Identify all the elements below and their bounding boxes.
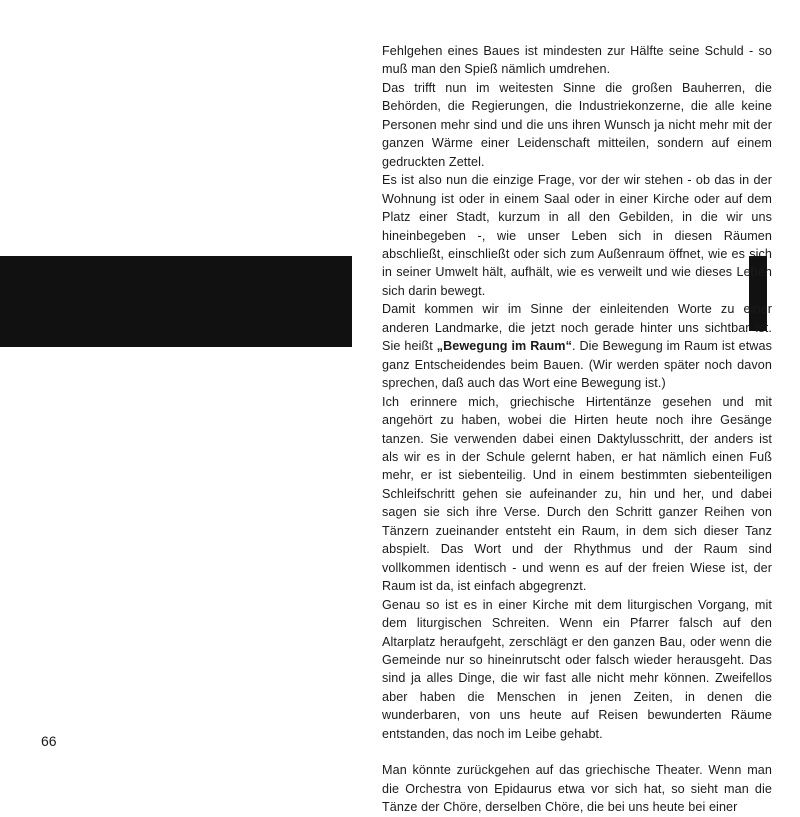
black-bar-left [0, 256, 352, 347]
paragraph-4 [382, 300, 772, 392]
paragraph-4-text-end: . Die Bewegung im Raum ist etwas ganz Entscheidendes beim Bauen. (Wir werden später noch davon sprechen, daß auch das Wort eine Bewegung ist.) [382, 339, 773, 391]
page-number: 66 [41, 733, 57, 749]
paragraph-6: Genau so ist es in einer Kirche mit dem liturgischen Vorgang, mit dem liturgischen Schreiten. Wenn ein Pfarrer falsch auf den Altarplatz heraufgeht, zerschlägt er den ganzen Bau, oder wenn die Gemeinde nur so hineinrutscht oder falsch wieder herausgeht. Das sind ja alles Dinge, die wir fast alle nicht mehr können. Zweifellos aber haben die Menschen in jenen Zeiten, in denen die wunderbaren, von uns heute auf Reisen bewunderten Räume entstanden, das noch im Leibe gehabt. [382, 597, 772, 741]
paragraph-1: Fehlgehen eines Baues ist mindesten zur Hälfte seine Schuld - so muß man den Spieß nämlich umdrehen. [382, 44, 772, 77]
paragraph-2: Das trifft nun im weitesten Sinne die großen Bauherren, die Behörden, die Regierungen, die Industriekonzerne, die alle keine Personen mehr sind und die uns ihren Wunsch ja nicht mehr mit der ganzen Wärme einer Leidenschaft mitteilen, sondern auf einem gedruckten Zettel. [382, 80, 772, 169]
paragraph-3: Es ist also nun die einzige Frage, vor der wir stehen - ob das in der Wohnung ist oder in einem Saal oder in einer Kirche oder auf dem Platz einer Stadt, kurzum in all den Gebilden, in die wir uns hineinbegeben -, wie unser Leben sich in diesen Räumen abschließt, einschließt oder sich zum Außenraum öffnet, wie es sich in seiner Umwelt hält, aufhält, wie es verweilt und wie dieses Leben sich darin bewegt. [382, 173, 772, 298]
paragraph-4-text-start: Damit kommen wir im Sinne der einleitenden Worte zu einer anderen Landmarke, die jetzt noch gerade hinter uns sichtbar ist. Sie heißt [382, 302, 772, 354]
body-text-column [382, 42, 772, 817]
emphasized-term: „Bewegung im Raum“ [436, 339, 572, 354]
paragraph-7: Man könnte zurückgehen auf das griechische Theater. Wenn man die Orchestra von Epidaurus etwa vor sich hat, so sieht man die Tänze der Chöre, derselben Chöre, die bei uns heute bei einer [382, 763, 772, 815]
paragraph-5: Ich erinnere mich, griechische Hirtentänze gesehen und mit angehört zu haben, wobei die Hirten heute noch ihre Gesänge tanzen. Sie verwenden dabei einen Daktylusschritt, der anders ist als wir es in der Schule gelernt haben, er hat nämlich einen Fuß mehr, er ist siebenteilig. Und in einem bestimmten siebenteiligen Schleifschritt gehen sie aufeinander zu, hin und her, und dabei sagen sie sich ihre Verse. Durch den Schritt ganzer Reihen von Tänzern zueinander entsteht ein Raum, in dem sich dieser Tanz abspielt. Das Wort und der Rhythmus und der Raum sind vollkommen identisch - und wenn es auf der freien Wiese ist, der Raum ist da, ist einfach abgegrenzt. [382, 394, 772, 594]
